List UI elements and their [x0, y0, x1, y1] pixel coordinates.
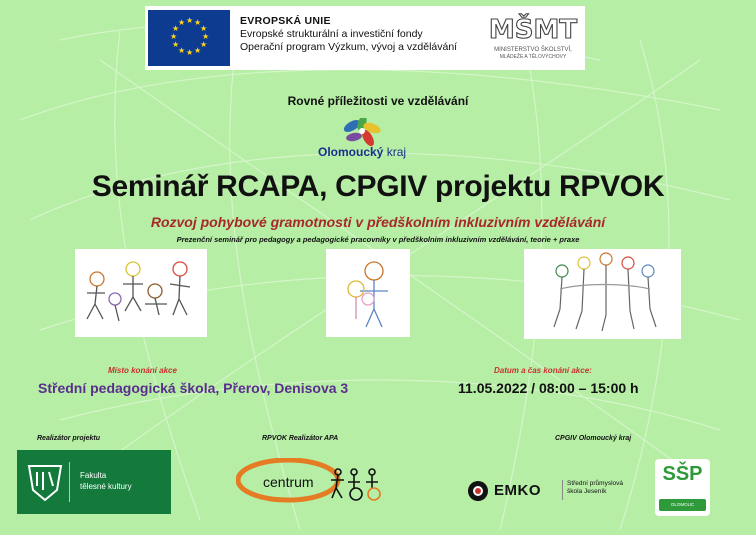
svg-text:★: ★	[202, 32, 210, 41]
date-label: Datum a čas konání akce:	[494, 366, 592, 375]
svg-text:★: ★	[200, 24, 208, 33]
svg-text:★: ★	[178, 18, 186, 27]
olomoucky-kraj-text: Olomoucký kraj	[318, 145, 407, 159]
seminar-description: Prezenční seminář pro pedagogy a pedagogické pracovníky v předškolním inkluzivním vzdělávání, teorie + praxe	[176, 235, 580, 244]
eu-title: EVROPSKÁ UNIE	[240, 15, 331, 27]
seminar-title: Seminář RCAPA, CPGIV projektu RPVOK	[91, 170, 665, 203]
centrum-apa-logo	[236, 458, 386, 503]
ssp-text: SŠP	[662, 463, 703, 485]
eu-text-block	[240, 15, 457, 54]
svg-text:★: ★	[194, 18, 202, 27]
apa-label: RPVOK Realizátor APA	[262, 435, 339, 442]
eu-fund-line: Evropské strukturální a investiční fondy	[240, 28, 423, 40]
msmt-logo	[485, 10, 581, 68]
fakulta-text: Fakulta tělesné kultury	[80, 471, 132, 491]
emko-text: EMKO	[494, 482, 541, 499]
svg-text:★: ★	[170, 32, 178, 41]
ssp-olomouc-logo	[655, 459, 710, 516]
children-drawing-left	[75, 249, 207, 337]
emko-emblem-icon	[466, 479, 490, 503]
cpgiv-label: CPGIV Olomoucký kraj	[555, 435, 632, 442]
eu-program-line: Operační program Výzkum, vývoj a vzdělávání	[240, 41, 458, 53]
upol-emblem-icon	[23, 460, 67, 504]
svg-text:★: ★	[172, 24, 180, 33]
svg-text:★: ★	[200, 40, 208, 49]
msmt-caption: MINISTERSTVO ŠKOLSTVÍ, MLÁDEŽE A TĚLOVÝCHOVY	[494, 47, 572, 60]
eu-flag-icon	[148, 10, 230, 66]
flower-icon	[318, 118, 438, 148]
emko-divider	[562, 480, 563, 500]
msmt-logo-mark: MŠMT	[488, 15, 578, 45]
svg-text:★: ★	[178, 46, 186, 55]
venue-label: Místo konání akce	[108, 366, 177, 375]
emko-logo	[466, 478, 626, 504]
children-drawing-right	[524, 249, 681, 339]
realizer-label: Realizátor projektu	[37, 435, 101, 442]
program-name: Rovné příležitosti ve vzdělávání	[287, 94, 469, 108]
venue-value: Střední pedagogická škola, Přerov, Denisova 3	[38, 380, 349, 396]
centrum-text: centrum	[263, 474, 314, 490]
svg-text:★: ★	[186, 48, 194, 57]
svg-text:★: ★	[186, 16, 194, 25]
children-drawing-center	[326, 249, 410, 337]
date-value: 11.05.2022 / 08:00 – 15:00 h	[458, 380, 639, 396]
fakulta-logo	[17, 450, 171, 514]
svg-text:★: ★	[194, 46, 202, 55]
fakulta-divider	[69, 462, 70, 502]
emko-school-text: Střední průmyslová škola Jeseník	[567, 480, 623, 495]
ssp-sub-text: OLOMOUC	[670, 502, 695, 507]
eu-funding-banner	[145, 6, 585, 70]
seminar-subtitle: Rozvoj pohybové gramotnosti v předškolním inkluzivním vzdělávání	[150, 214, 606, 230]
olomoucky-kraj-logo	[318, 118, 438, 160]
svg-text:★: ★	[172, 40, 180, 49]
